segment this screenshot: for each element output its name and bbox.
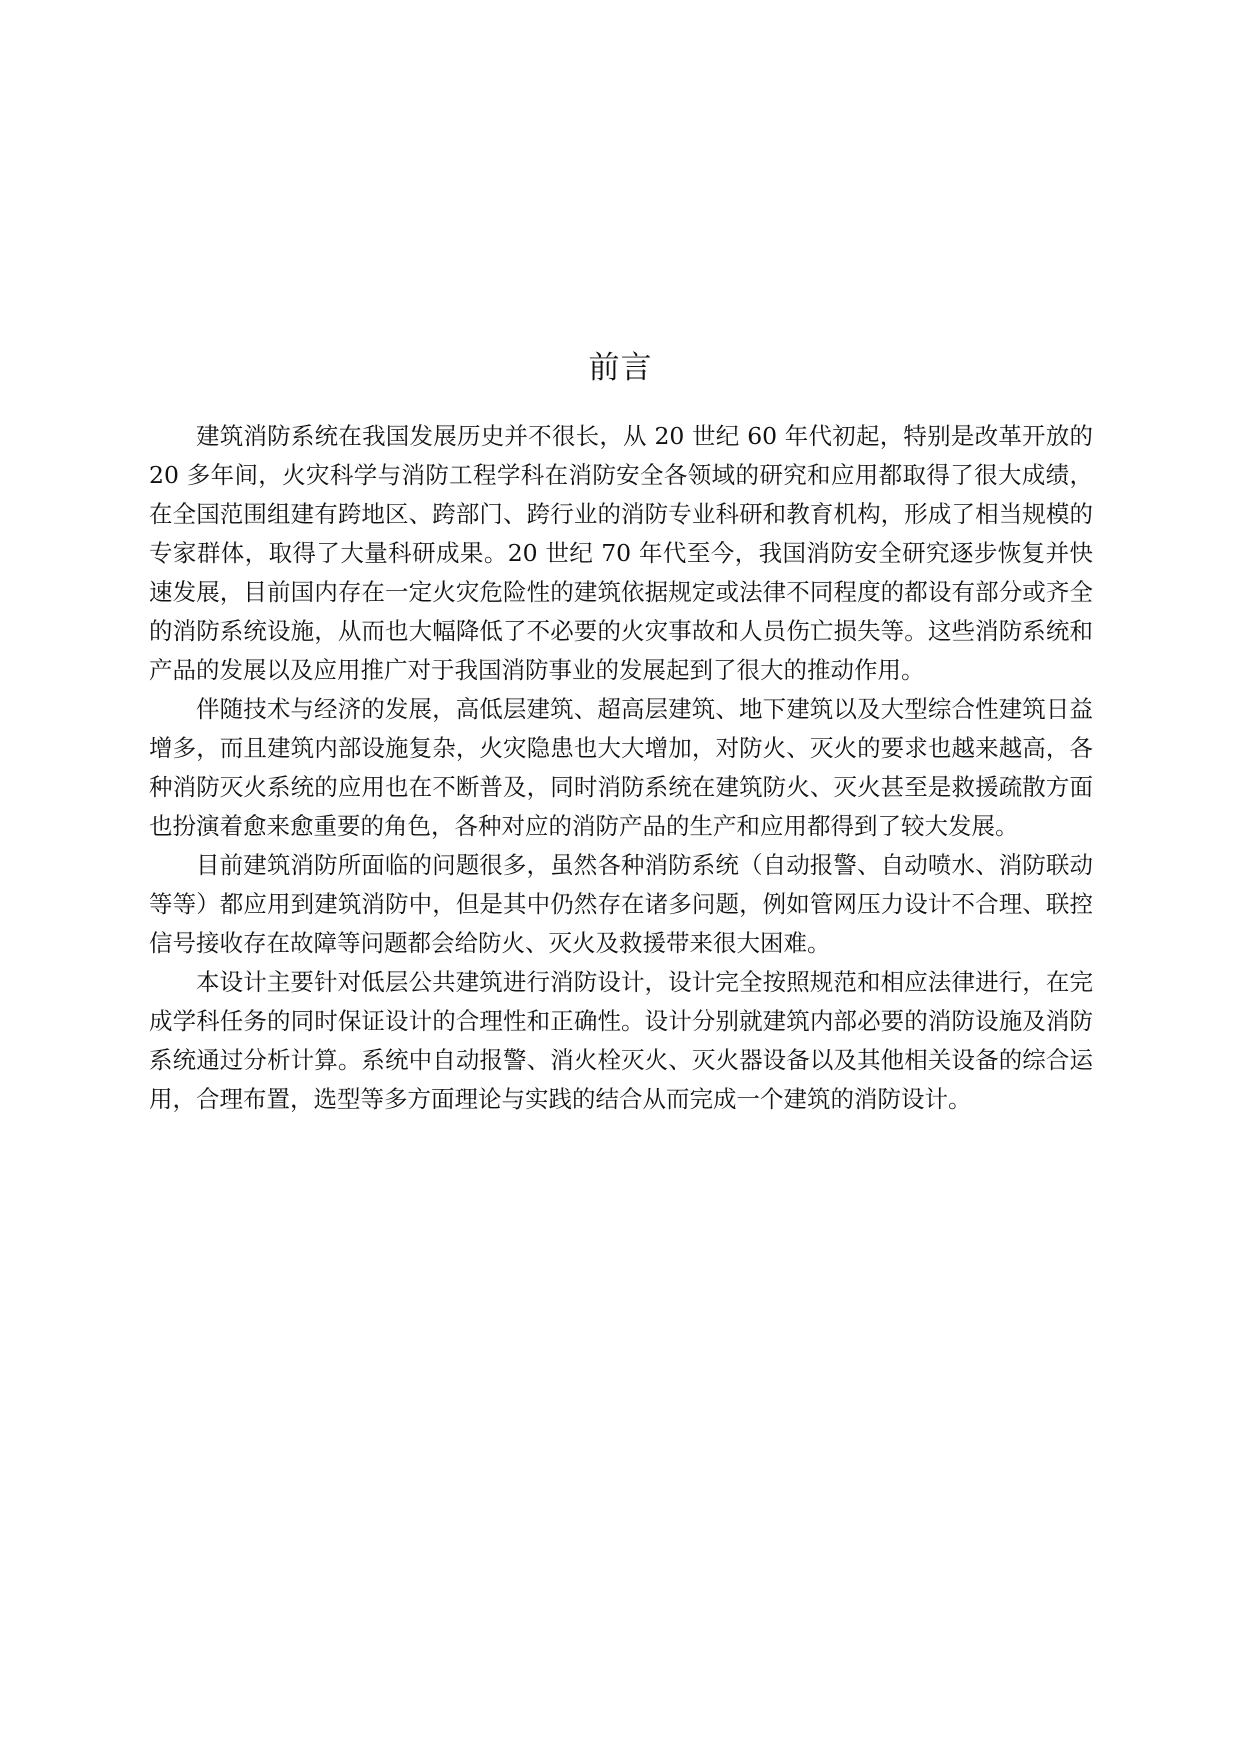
- paragraph-3: 目前建筑消防所面临的问题很多，虽然各种消防系统（自动报警、自动喷水、消防联动等等）都应用到建筑消防中，但是其中仍然存在诸多问题，例如管网压力设计不合理、联控信号接收存在故障等问题都会给防火、灭火及救援带来很大困难。: [149, 851, 1093, 957]
- preface-body: [149, 417, 1093, 1119]
- paragraph-2: 伴随技术与经济的发展，高低层建筑、超高层建筑、地下建筑以及大型综合性建筑日益增多，而且建筑内部设施复杂，火灾隐患也大大增加，对防火、灭火的要求也越来越高，各种消防灭火系统的应用也在不断普及，同时消防系统在建筑防火、灭火甚至是救援疏散方面也扮演着愈来愈重要的角色，各种对应的消防产品的生产和应用都得到了较大发展。: [149, 695, 1093, 840]
- paragraph-1: 建筑消防系统在我国发展历史并不很长，从 20 世纪 60 年代初起，特别是改革开放的 20 多年间，火灾科学与消防工程学科在消防安全各领域的研究和应用都取得了很大成绩，在全国范围组建有跨地区、跨部门、跨行业的消防专业科研和教育机构，形成了相当规模的专家群体，取得了大量科研成果。20 世纪 70 年代至今，我国消防安全研究逐步恢复并快速发展，目前国内存在一定火灾危险性的建筑依据规定或法律不同程度的都设有部分或齐全的消防系统设施，从而也大幅降低了不必要的火灾事故和人员伤亡损失等。这些消防系统和产品的发展以及应用推广对于我国消防事业的发展起到了很大的推动作用。: [149, 422, 1093, 684]
- page-title: 前言: [588, 350, 653, 386]
- paragraph-4: 本设计主要针对低层公共建筑进行消防设计，设计完全按照规范和相应法律进行，在完成学科任务的同时保证设计的合理性和正确性。设计分别就建筑内部必要的消防设施及消防系统通过分析计算。系统中自动报警、消火栓灭火、灭火器设备以及其他相关设备的综合运用，合理布置，选型等多方面理论与实践的结合从而完成一个建筑的消防设计。: [149, 968, 1093, 1113]
